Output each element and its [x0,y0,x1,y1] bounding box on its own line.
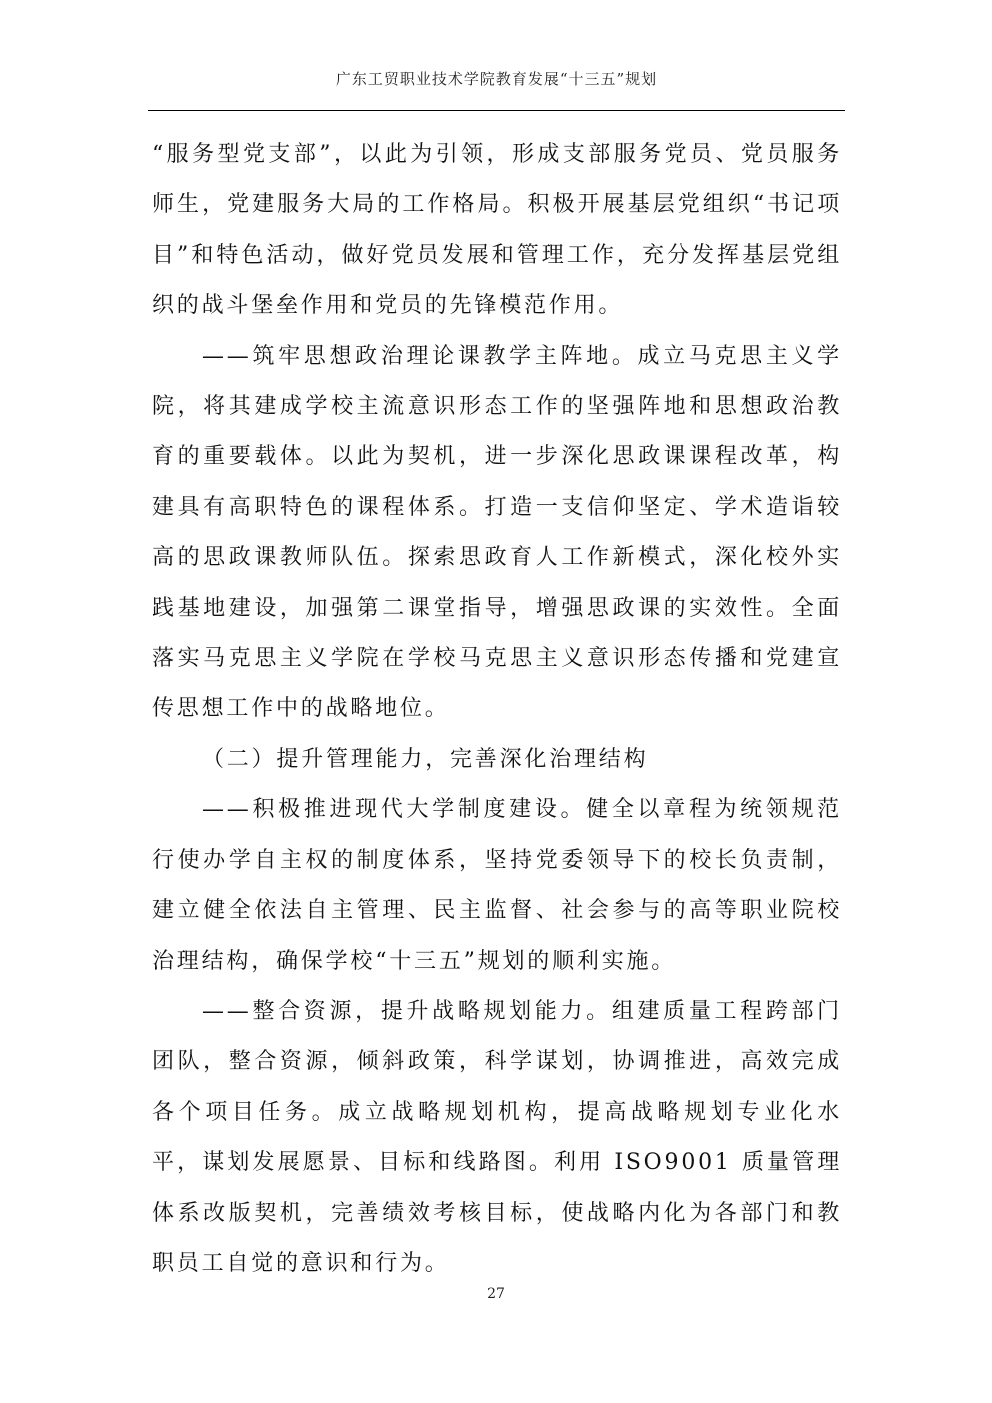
document-body [152,130,842,1289]
paragraph-party-branch: “服务型党支部”，以此为引领，形成支部服务党员、党员服务师生，党建服务大局的工作格局。积极开展基层党组织“书记项目”和特色活动，做好党员发展和管理工作，充分发挥基层党组织的战斗堡垒作用和党员的先锋模范作用。 [152,142,842,319]
header-title: 广东工贸职业技术学院教育发展“十三五”规划 [335,70,658,88]
page-number: 27 [487,1286,505,1302]
section-heading: （二）提升管理能力，完善深化治理结构 [202,746,649,772]
paragraph-strategic-planning: ——整合资源，提升战略规划能力。组建质量工程跨部门团队，整合资源，倾斜政策，科学谋划，协调推进，高效完成各个项目任务。成立战略规划机构，提高战略规划专业化水平，谋划发展愿景、目标和线路图。利用 ISO9001 质量管理体系改版契机，完善绩效考核目标，使战略内化为各部门和教职员工自觉的意识和行为。 [152,998,842,1276]
paragraph-ideology-course: ——筑牢思想政治理论课教学主阵地。成立马克思主义学院，将其建成学校主流意识形态工作的坚强阵地和思想政治教育的重要载体。以此为契机，进一步深化思政课课程改革，构建具有高职特色的课程体系。打造一支信仰坚定、学术造诣较高的思政课教师队伍。探索思政育人工作新模式，深化校外实践基地建设，加强第二课堂指导，增强思政课的实效性。全面落实马克思主义学院在学校马克思主义意识形态传播和党建宣传思想工作中的战略地位。 [152,343,842,722]
page-header [148,60,845,111]
paragraph-university-system: ——积极推进现代大学制度建设。健全以章程为统领规范行使办学自主权的制度体系，坚持党委领导下的校长负责制，建立健全依法自主管理、民主监督、社会参与的高等职业院校治理结构，确保学校“十三五”规划的顺利实施。 [152,797,842,974]
